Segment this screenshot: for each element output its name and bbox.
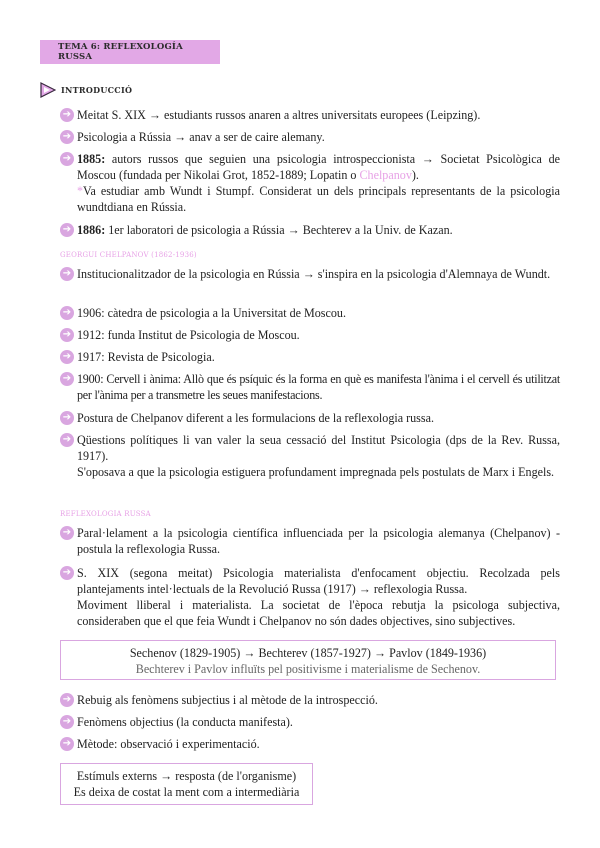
arrow-circle-icon: ➔ bbox=[60, 411, 74, 425]
triangle-marker-icon bbox=[40, 82, 56, 98]
reflexologia-heading: REFLEXOLOGIA RUSSA bbox=[60, 510, 151, 518]
arrow-circle-icon: ➔ bbox=[60, 108, 74, 122]
list-item: ➔ 1885: autors russos que seguien una psicologia introspeccionista → Societat Psicològica de Moscou (fundada per Nikolai Grot, 1852-1889; Lopatin o Chelpanov). *Va estudiar amb Wundt i Stumpf. Considerat un dels principals representants de la psicologia wundtdiana en Rússia. bbox=[60, 151, 560, 215]
intro-heading-label: INTRODUCCIÓ bbox=[61, 85, 133, 95]
list-item: ➔ Institucionalitzador de la psicologia en Rússia → s'inspira en la psicologia d'Alemnaya de Wundt. bbox=[60, 266, 560, 282]
arrow-circle-icon: ➔ bbox=[60, 566, 74, 580]
stimulus-box bbox=[60, 763, 313, 805]
arrow-circle-icon: ➔ bbox=[60, 693, 74, 707]
list-item: ➔ Meitat S. XIX → estudiants russos anaren a altres universitats europees (Leipzing). bbox=[60, 107, 560, 123]
lineage-note: Bechterev i Pavlov influïts pel positivisme i materialisme de Sechenov. bbox=[135, 662, 481, 676]
list-item: ➔ Postura de Chelpanov diferent a les formulacions de la reflexologia russa. bbox=[60, 410, 560, 426]
stimulus-line: Estímuls externs → resposta (de l'organisme) bbox=[76, 769, 297, 783]
arrow-circle-icon: ➔ bbox=[60, 372, 74, 386]
list-item: ➔ Psicologia a Rússia → anav a ser de caire alemany. bbox=[60, 129, 560, 145]
list-item: ➔ Paral·lelament a la psicologia científica influenciada per la psicologia alemanya (Chelpanov) - postula la reflexologia Russa. bbox=[60, 525, 560, 557]
arrow-circle-icon: ➔ bbox=[60, 152, 74, 166]
list-item: ➔ S. XIX (segona meitat) Psicologia materialista d'enfocament objectiu. Recolzada pels plantejaments intel·lectuals de la Revolució Russa (1917) → reflexologia Russa. Moviment lliberal i materialista. La societat de l'època rebutja la psicologa subjectiva, consideraben que el que feia Wundt i Chelpanov no són dades objectives, sino subjectives. bbox=[60, 565, 560, 629]
list-item: ➔ 1917: Revista de Psicologia. bbox=[60, 349, 560, 365]
arrow-circle-icon: ➔ bbox=[60, 737, 74, 751]
list-item: ➔ Rebuig als fenòmens subjectius i al mètode de la introspecció. bbox=[60, 692, 560, 708]
arrow-circle-icon: ➔ bbox=[60, 350, 74, 364]
arrow-circle-icon: ➔ bbox=[60, 526, 74, 540]
page-title: TEMA 6: REFLEXOLOGÍA RUSSA bbox=[40, 40, 220, 64]
list-item: ➔ 1900: Cervell i ànima: Allò que és psíquic és la forma en què es manifesta l'ànima i el cervell és utilitzat per l'ànima per a transmetre les seues manifestacions. bbox=[60, 371, 560, 403]
lineage-box bbox=[60, 640, 556, 680]
arrow-circle-icon: ➔ bbox=[60, 433, 74, 447]
stimulus-note: Es deixa de costat la ment com a intermediària bbox=[73, 785, 300, 799]
list-item: ➔ 1912: funda Institut de Psicologia de Moscou. bbox=[60, 327, 560, 343]
chelpanov-link[interactable]: Chelpanov bbox=[359, 168, 412, 182]
list-item: ➔ Qüestions polítiques li van valer la seua cessació del Institut Psicologia (dps de la Rev. Russa, 1917). S'oposava a que la psicologia estiguera profundament impregnada pels postulats de Marx i Engels. bbox=[60, 432, 560, 480]
list-item: ➔ 1906: càtedra de psicologia a la Universitat de Moscou. bbox=[60, 305, 560, 321]
arrow-circle-icon: ➔ bbox=[60, 306, 74, 320]
arrow-circle-icon: ➔ bbox=[60, 328, 74, 342]
arrow-circle-icon: ➔ bbox=[60, 267, 74, 281]
chelpanov-heading: GEORGUI CHELPANOV (1862-1936) bbox=[60, 251, 197, 259]
arrow-circle-icon: ➔ bbox=[60, 130, 74, 144]
arrow-circle-icon: ➔ bbox=[60, 223, 74, 237]
list-item: ➔ Fenòmens objectius (la conducta manifesta). bbox=[60, 714, 560, 730]
list-item: ➔ 1886: 1er laboratori de psicologia a Rússia → Bechterev a la Univ. de Kazan. bbox=[60, 222, 560, 238]
lineage-line: Sechenov (1829-1905) → Bechterev (1857-1927) → Pavlov (1849-1936) bbox=[129, 646, 487, 660]
list-item: ➔ Mètode: observació i experimentació. bbox=[60, 736, 560, 752]
intro-heading bbox=[40, 82, 132, 98]
arrow-circle-icon: ➔ bbox=[60, 715, 74, 729]
